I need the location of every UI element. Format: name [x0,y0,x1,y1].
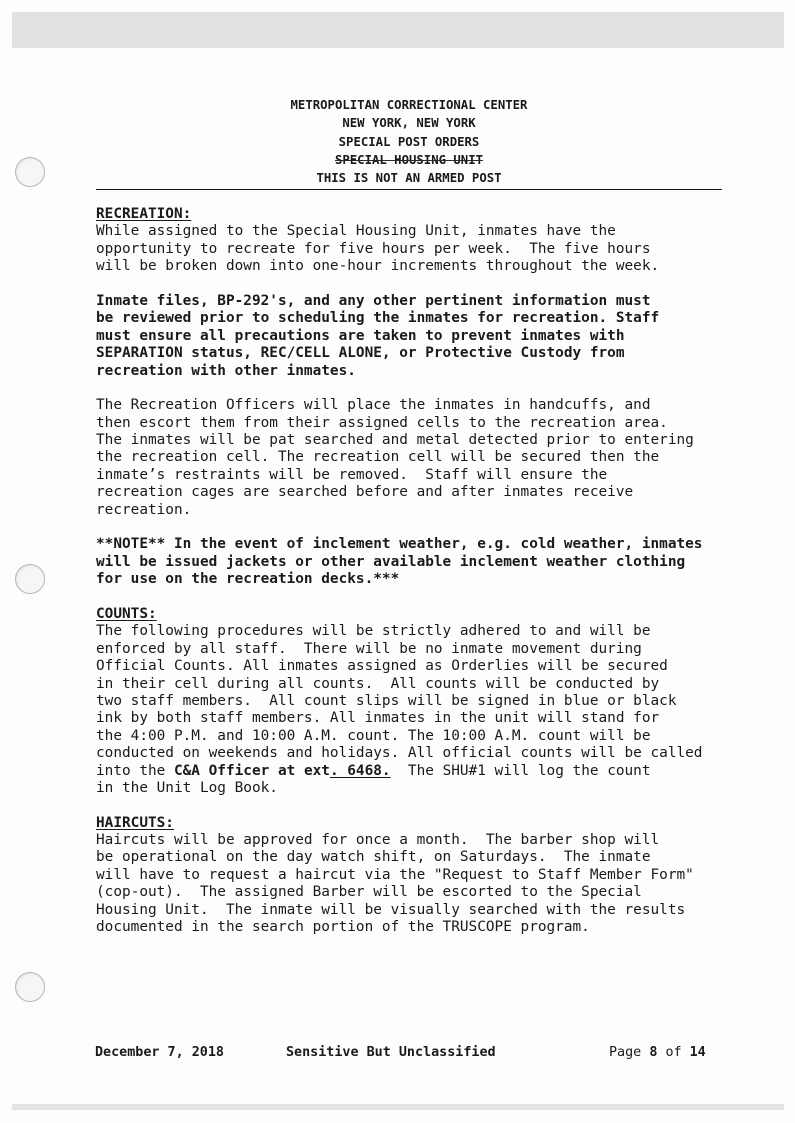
paragraph-line: in their cell during all counts. All counts will be conducted by [96,675,660,692]
document-body [96,206,736,936]
paragraph-line [96,763,736,780]
bold-paragraph-line: Inmate files, BP-292's, and any other pertinent information must [96,292,651,309]
paragraph-line: the 4:00 P.M. and 10:00 A.M. count. The 10:00 A.M. count will be [96,727,651,744]
note-line: will be issued jackets or other available inclement weather clothing [96,553,686,570]
paragraph-line: The Recreation Officers will place the inmates in handcuffs, and [96,397,651,414]
text-run: The SHU#1 will log the count [390,762,651,779]
scan-bottom-band [12,1104,784,1110]
paragraph-line: Housing Unit. The inmate will be visually searched with the results [96,901,686,918]
footer-date: December 7, 2018 [95,1045,224,1060]
page-current: 8 [649,1045,658,1060]
paragraph-line: conducted on weekends and holidays. All official counts will be called [96,745,703,762]
paragraph-line: inmate’s restraints will be removed. Staff will ensure the [96,466,608,483]
paragraph-line: two staff members. All count slips will be signed in blue or black [96,692,677,709]
bold-paragraph-line: be reviewed prior to scheduling the inmates for recreation. Staff [96,310,660,327]
footer-classification: Sensitive But Unclassified [286,1045,496,1060]
bold-paragraph-line: must ensure all precautions are taken to prevent inmates with [96,327,625,344]
counts-heading: COUNTS: [96,605,157,622]
binder-hole-bottom [15,972,45,1002]
paragraph-line: While assigned to the Special Housing Unit, inmates have the [96,223,616,240]
paragraph-line: The inmates will be pat searched and metal detected prior to entering [96,432,694,449]
header-location: NEW YORK, NEW YORK [342,116,476,131]
paragraph-line: then escort them from their assigned cells to the recreation area. [96,414,668,431]
paragraph-line: Official Counts. All inmates assigned as Orderlies will be secured [96,658,668,675]
binder-hole-top [15,157,45,187]
header-institution: METROPOLITAN CORRECTIONAL CENTER [290,98,528,112]
paragraph-line: be operational on the day watch shift, on Saturdays. The inmate [96,849,651,866]
recreation-heading: RECREATION: [96,206,192,222]
paragraph-line: recreation cages are searched before and after inmates receive [96,484,634,501]
paragraph-line: recreation. [96,501,192,518]
scan-top-band [12,12,784,48]
header-unit: SPECIAL HOUSING UNIT [335,151,483,169]
note-line: **NOTE** In the event of inclement weather, e.g. cold weather, inmates [96,536,703,553]
page-total: 14 [689,1045,706,1060]
paragraph-line: will have to request a haircut via the "Request to Staff Member Form" [96,866,694,883]
paragraph-line: in the Unit Log Book. [96,779,278,796]
header-divider [96,189,722,190]
paragraph-line: (cop-out). The assigned Barber will be escorted to the Special [96,884,642,901]
header-doc-type: SPECIAL POST ORDERS [338,134,480,149]
document-header [96,96,722,187]
binder-hole-middle [15,564,45,594]
haircuts-heading: HAIRCUTS: [96,814,174,831]
paragraph-line: enforced by all staff. There will be no inmate movement during [96,640,642,657]
bold-paragraph-line: recreation with other inmates. [96,362,356,379]
paragraph-line: The following procedures will be strictly adhered to and will be [96,623,651,640]
text-run: into the [96,762,174,779]
paragraph-line: the recreation cell. The recreation cell will be secured then the [96,449,660,466]
paragraph-line: opportunity to recreate for five hours per week. The five hours [96,240,651,257]
header-post-status: THIS IS NOT AN ARMED POST [316,171,502,186]
note-line: for use on the recreation decks.*** [96,571,400,588]
officer-contact: C&A Officer at ext [173,762,330,779]
of-word: of [665,1045,682,1060]
paragraph-line: ink by both staff members. All inmates in the unit will stand for [96,710,660,727]
bold-paragraph-line: SEPARATION status, REC/CELL ALONE, or Protective Custody from [96,345,625,362]
paragraph-line: will be broken down into one-hour increments throughout the week. [96,258,660,275]
officer-extension: . 6468. [329,762,391,779]
paragraph-line: documented in the search portion of the TRUSCOPE program. [96,919,590,936]
page-word: Page [609,1045,642,1060]
footer-page-number [609,1045,706,1060]
paragraph-line: Haircuts will be approved for once a month. The barber shop will [96,832,660,849]
